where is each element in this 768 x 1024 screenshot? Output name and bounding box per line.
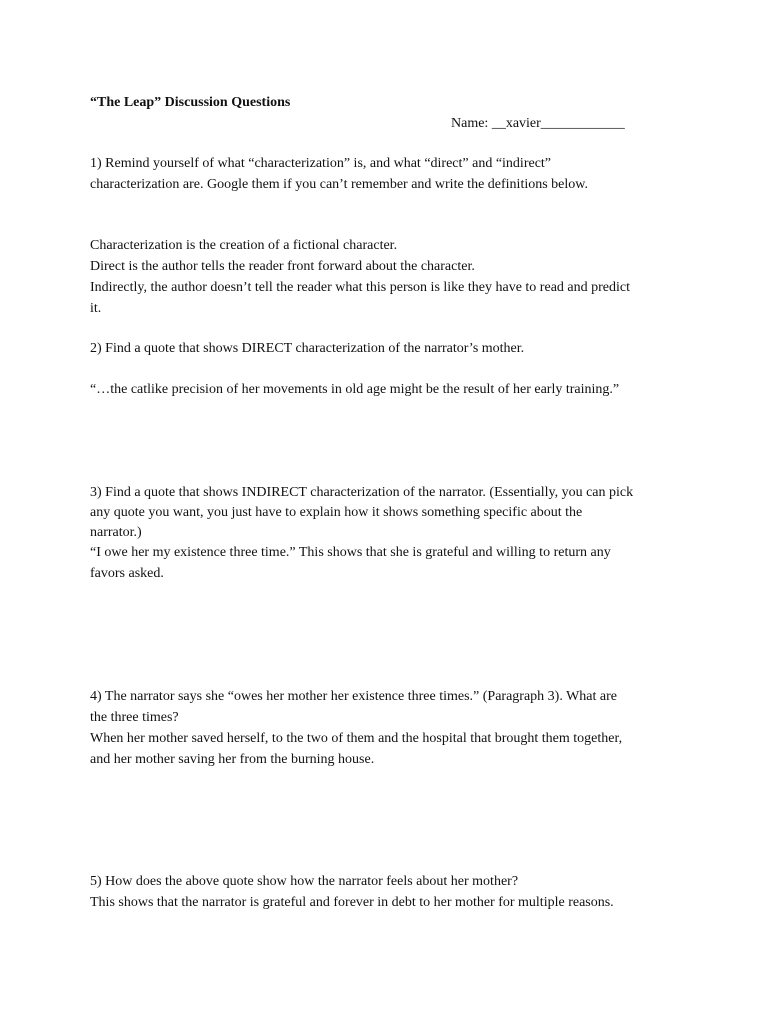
answer-1-line-1: Characterization is the creation of a fictional character. <box>90 238 398 253</box>
question-4-line-1: 4) The narrator says she “owes her mother her existence three times.” (Paragraph 3). What are <box>90 689 617 704</box>
student-name-line: Name: __xavier____________ <box>451 116 625 131</box>
answer-1-line-2: Direct is the author tells the reader front forward about the character. <box>90 259 475 274</box>
answer-4-line-1: When her mother saved herself, to the two of them and the hospital that brought them together, <box>90 731 623 746</box>
answer-1-line-3: Indirectly, the author doesn’t tell the reader what this person is like they have to read and predict <box>90 280 630 295</box>
question-4-line-2: the three times? <box>90 710 179 725</box>
answer-5-line-1: This shows that the narrator is grateful and forever in debt to her mother for multiple reasons. <box>90 895 614 910</box>
question-1-line-1: 1) Remind yourself of what “characterization” is, and what “direct” and “indirect” <box>90 156 552 171</box>
answer-3-line-2: favors asked. <box>90 566 164 581</box>
answer-2-line-1: “…the catlike precision of her movements in old age might be the result of her early training.” <box>90 382 620 397</box>
question-3-line-1: 3) Find a quote that shows INDIRECT characterization of the narrator. (Essentially, you can pick <box>90 485 634 500</box>
question-2-line-1: 2) Find a quote that shows DIRECT characterization of the narrator’s mother. <box>90 341 525 356</box>
answer-3-line-1: “I owe her my existence three time.” This shows that she is grateful and willing to return any <box>90 545 611 560</box>
answer-1-line-4: it. <box>90 301 102 316</box>
worksheet-title: “The Leap” Discussion Questions <box>90 95 291 110</box>
question-3-line-3: narrator.) <box>90 525 142 540</box>
answer-4-line-2: and her mother saving her from the burning house. <box>90 752 375 767</box>
question-5-line-1: 5) How does the above quote show how the narrator feels about her mother? <box>90 874 519 889</box>
question-3-line-2: any quote you want, you just have to explain how it shows something specific about the <box>90 505 583 520</box>
question-1-line-2: characterization are. Google them if you can’t remember and write the definitions below. <box>90 177 588 192</box>
